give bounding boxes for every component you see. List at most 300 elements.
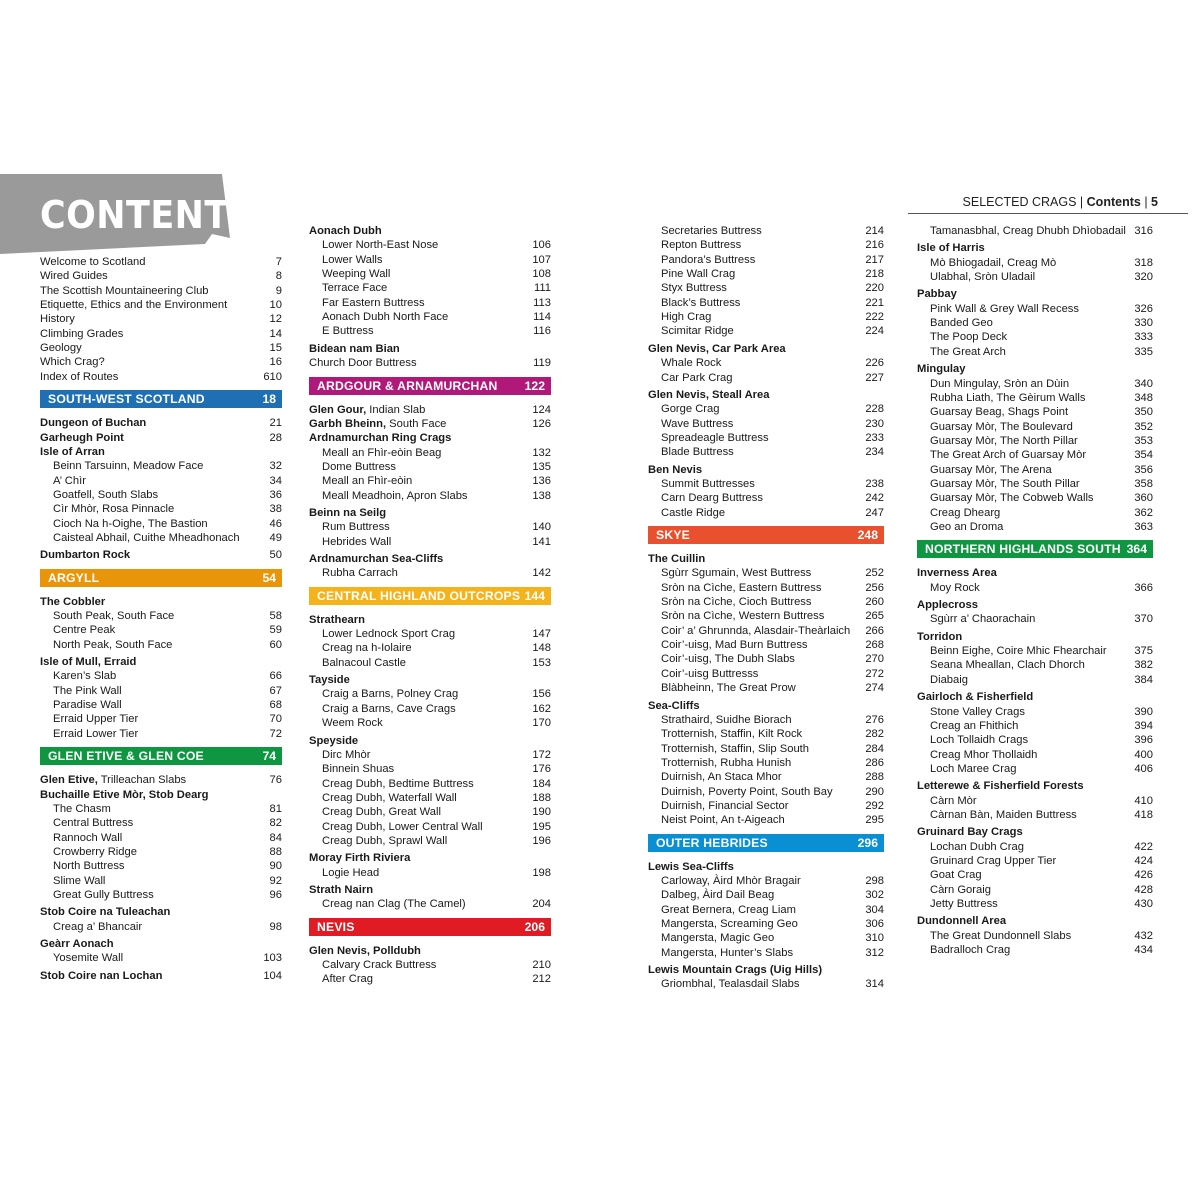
entry-title (661, 785, 833, 799)
section-title: ARDGOUR & ARNAMURCHAN (317, 378, 498, 393)
section-bar (40, 390, 282, 408)
entry-title (53, 669, 116, 683)
entry-title (930, 705, 1025, 719)
entry-title (930, 448, 1086, 462)
entry-page-number: 132 (532, 446, 551, 459)
toc-entry (661, 609, 884, 623)
entry-name: The Chasm (53, 802, 111, 815)
entry-name: Slime Wall (53, 874, 106, 887)
toc-entry (661, 581, 884, 595)
entry-name: Pandora’s Buttress (661, 253, 756, 266)
toc-entry (53, 888, 282, 902)
entry-page-number: 220 (865, 282, 884, 295)
entry-name: Inverness Area (917, 567, 997, 580)
toc-heading (917, 690, 1153, 704)
entry-name: Creag na h-Iolaire (322, 642, 412, 655)
page-title: CONTENTS (40, 193, 255, 237)
entry-name: The Poop Deck (930, 331, 1008, 344)
entry-page-number: 126 (532, 417, 551, 430)
entry-page-number: 226 (865, 357, 884, 370)
entry-name: The Cuillin (648, 553, 706, 565)
entry-title (917, 825, 1023, 839)
section-page-number: 18 (262, 392, 276, 407)
section-page-number: 54 (262, 570, 276, 585)
toc-entry (930, 377, 1153, 391)
toc-entry (53, 859, 282, 873)
toc-entry (53, 951, 282, 965)
entry-title (930, 506, 1000, 520)
entry-title (930, 330, 1007, 344)
section-bar (309, 918, 551, 936)
toc-heading (309, 417, 551, 431)
entry-title (648, 342, 786, 356)
toc-entry (40, 298, 282, 312)
entry-page-number: 292 (865, 799, 884, 812)
entry-name: Ulabhal, Sròn Uladail (930, 271, 1036, 284)
toc-entry (40, 370, 282, 384)
entry-name: Mangersta, Screaming Geo (661, 918, 798, 931)
entry-page-number: 356 (1134, 463, 1153, 476)
toc-entry (322, 296, 551, 310)
entry-title (53, 517, 208, 531)
entry-name: Guarsay Mòr, The Boulevard (930, 420, 1073, 433)
section-title: ARGYLL (48, 570, 100, 585)
toc-entry (930, 883, 1153, 897)
entry-name: Meall Meadhoin, Apron Slabs (322, 489, 468, 502)
entry-name: Dungeon of Buchan (40, 417, 147, 430)
toc-entry (661, 595, 884, 609)
entry-page-number: 302 (865, 889, 884, 902)
entry-page-number: 10 (269, 299, 282, 312)
entry-title (309, 552, 443, 566)
entry-title (40, 327, 123, 341)
entry-page-number: 36 (269, 488, 282, 501)
entry-page-number: 113 (533, 296, 551, 309)
entry-page-number: 234 (865, 446, 884, 459)
entry-page-number: 21 (269, 417, 282, 430)
entry-title (661, 813, 785, 827)
entry-title (930, 840, 1024, 854)
entry-name: Lewis Sea-Cliffs (648, 860, 734, 873)
entry-name: Gairloch & Fisherfield (917, 691, 1034, 704)
entry-title (661, 874, 801, 888)
toc-entry (53, 845, 282, 859)
entry-title (661, 445, 734, 459)
entry-name: Pink Wall & Grey Wall Recess (930, 302, 1079, 315)
header-rule (908, 213, 1188, 214)
entry-title (322, 446, 441, 460)
entry-name: Guarsay Mòr, The Arena (930, 463, 1052, 476)
entry-name: Moy Rock (930, 581, 980, 594)
entry-title (661, 681, 796, 695)
entry-page-number: 295 (865, 814, 884, 827)
entry-page-number: 49 (269, 531, 282, 544)
toc-entry (322, 656, 551, 670)
entry-page-number: 195 (532, 820, 551, 833)
entry-title (930, 868, 982, 882)
entry-page-number: 274 (865, 682, 884, 695)
entry-name: The Scottish Mountaineering Club (40, 284, 209, 297)
toc-entry (661, 477, 884, 491)
entry-name: The Pink Wall (53, 684, 122, 697)
entry-title (661, 324, 734, 338)
toc-entry (930, 719, 1153, 733)
toc-entry (661, 813, 884, 827)
entry-title (930, 719, 1018, 733)
entry-name: Church Door Buttress (309, 357, 417, 370)
entry-name: Loch Tollaidh Crags (930, 734, 1029, 747)
entry-page-number: 176 (532, 763, 551, 776)
entry-name: A’ Chìr (53, 474, 86, 487)
entry-title (322, 791, 457, 805)
toc-heading (309, 883, 551, 897)
toc-entry (930, 748, 1153, 762)
entry-title (322, 641, 412, 655)
entry-page-number: 424 (1134, 855, 1153, 867)
entry-title (53, 623, 115, 637)
entry-name: Strathaird, Suidhe Biorach (661, 713, 792, 726)
entry-title (322, 627, 455, 641)
entry-name: Mò Bhiogadail, Creag Mò (930, 256, 1057, 269)
entry-page-number: 68 (269, 699, 282, 712)
entry-page-number: 216 (865, 239, 884, 252)
toc-entry (930, 644, 1153, 658)
entry-title (322, 281, 387, 295)
toc-heading (309, 613, 551, 627)
entry-title (40, 255, 146, 269)
entry-title (661, 491, 763, 505)
entry-title (322, 566, 398, 580)
entry-name: Sròn na Cìche, Cioch Buttress (661, 596, 812, 609)
toc-entry (930, 345, 1153, 359)
toc-entry (661, 652, 884, 666)
entry-page-number: 430 (1134, 898, 1153, 911)
entry-name: Griombhal, Tealasdail Slabs (661, 978, 800, 991)
entry-name: Coir’ a’ Ghrunnda, Alasdair-Theàrlaich (661, 624, 851, 637)
entry-name: Hebrides Wall (322, 535, 392, 548)
entry-page-number: 70 (269, 713, 282, 726)
entry-name: Creag Dubh, Bedtime Buttress (322, 777, 474, 790)
toc-heading (309, 224, 551, 238)
entry-page-number: 304 (865, 903, 884, 916)
toc-entry (661, 667, 884, 681)
entry-page-number: 204 (532, 898, 551, 911)
entry-page-number: 7 (275, 256, 282, 268)
toc-entry (53, 669, 282, 683)
entry-page-number: 348 (1134, 391, 1153, 404)
entry-name: Dundonnell Area (917, 915, 1007, 928)
toc-entry (322, 748, 551, 762)
entry-page-number: 188 (532, 791, 551, 804)
section-page-number: 364 (1126, 542, 1147, 557)
entry-name: Gorge Crag (661, 403, 720, 416)
entry-name: Whale Rock (661, 357, 722, 370)
entry-title (917, 598, 978, 612)
entry-page-number: 286 (865, 756, 884, 769)
entry-name: Glen Nevis, Car Park Area (648, 342, 786, 355)
toc-entry (930, 733, 1153, 747)
entry-page-number: 242 (865, 492, 884, 505)
entry-name: Applecross (917, 599, 978, 612)
entry-name: Bidean nam Bian (309, 342, 400, 355)
toc-entry (930, 270, 1153, 284)
entry-title (930, 270, 1035, 284)
entry-page-number: 196 (532, 834, 551, 847)
entry-page-number: 298 (865, 875, 884, 887)
entry-name: Ardnamurchan Ring Crags (309, 432, 452, 445)
entry-name: Erraid Lower Tier (53, 727, 139, 740)
entry-page-number: 58 (269, 610, 282, 622)
entry-title (40, 969, 162, 983)
entry-page-number: 362 (1134, 506, 1153, 519)
entry-name: Sgùrr Sgumain, West Buttress (661, 567, 812, 580)
entry-name: Creag Dubh, Lower Central Wall (322, 820, 483, 833)
entry-title (40, 284, 209, 298)
entry-title (53, 874, 105, 888)
entry-page-number: 268 (865, 639, 884, 652)
entry-title (930, 612, 1035, 626)
entry-name: Black’s Buttress (661, 296, 741, 309)
toc-entry (53, 459, 282, 473)
entry-title (930, 391, 1085, 405)
toc-entry (322, 791, 551, 805)
entry-page-number: 218 (865, 268, 884, 281)
entry-name: Coir’-uisg, Mad Burn Buttress (661, 639, 808, 652)
running-head-sep: | (1144, 195, 1152, 209)
toc-entry (661, 224, 884, 238)
toc-heading (309, 342, 551, 356)
entry-page-number: 217 (865, 253, 884, 266)
entry-title (40, 341, 82, 355)
entry-name: Letterewe & Fisherfield Forests (917, 780, 1084, 793)
toc-entry (322, 535, 551, 549)
entry-page-number: 96 (269, 888, 282, 901)
entry-name: Dirc Mhòr (322, 748, 371, 761)
entry-page-number: 32 (269, 460, 282, 473)
entry-title (661, 595, 811, 609)
toc-heading (309, 431, 551, 445)
toc-entry (661, 903, 884, 917)
toc-entry (930, 420, 1153, 434)
toc-entry (322, 834, 551, 848)
entry-page-number: 92 (269, 874, 282, 887)
entry-name: Rum Buttress (322, 521, 390, 534)
entry-page-number: 350 (1134, 406, 1153, 419)
entry-page-number: 84 (269, 831, 282, 844)
entry-page-number: 432 (1134, 929, 1153, 942)
toc-entry (322, 972, 551, 986)
entry-title (930, 854, 1056, 868)
entry-page-number: 233 (865, 431, 884, 444)
entry-page-number: 172 (532, 748, 551, 761)
entry-name: Moray Firth Riviera (309, 852, 411, 865)
entry-title (661, 224, 762, 238)
entry-name: Buchaille Etive Mòr, Stob Dearg (40, 788, 209, 801)
entry-title (930, 434, 1078, 448)
entry-name: Cìr Mhòr, Rosa Pinnacle (53, 503, 175, 516)
toc-heading (917, 241, 1153, 255)
toc-entry (661, 727, 884, 741)
entry-name: Stob Coire nan Lochan (40, 969, 163, 982)
entry-title (322, 762, 394, 776)
toc-entry (661, 874, 884, 888)
entry-name: Garheugh Point (40, 431, 124, 444)
entry-page-number: 247 (865, 506, 884, 519)
entry-title (309, 506, 386, 520)
section-bar (40, 747, 282, 765)
entry-page-number: 38 (269, 503, 282, 516)
entry-name: Neist Point, An t-Aigeach (661, 814, 785, 827)
entry-title (53, 609, 174, 623)
entry-page-number: 370 (1134, 613, 1153, 626)
entry-title (930, 302, 1079, 316)
toc-entry (53, 531, 282, 545)
toc-heading (648, 342, 884, 356)
toc-entry (53, 609, 282, 623)
entry-name: Beinn Tarsuinn, Meadow Face (53, 460, 204, 473)
entry-name: Great Gully Buttress (53, 888, 154, 901)
toc-entry (661, 253, 884, 267)
entry-page-number: 14 (269, 327, 282, 340)
entry-name: Càrn Mòr (930, 794, 977, 807)
entry-name: Blade Buttress (661, 446, 734, 459)
entry-title (53, 859, 125, 873)
entry-title (309, 944, 421, 958)
entry-name: Duirnish, An Staca Mhor (661, 771, 782, 784)
entry-title (930, 463, 1052, 477)
toc-entry (930, 943, 1153, 957)
toc-heading (917, 566, 1153, 580)
entry-name: Dome Buttress (322, 460, 396, 473)
entry-page-number: 306 (865, 918, 884, 931)
running-head-section: SELECTED CRAGS (962, 195, 1077, 209)
entry-page-number: 88 (269, 845, 282, 858)
entry-page-number: 426 (1134, 869, 1153, 882)
section-title: GLEN ETIVE & GLEN COE (48, 749, 204, 764)
entry-name: Càrn Goraig (930, 883, 991, 896)
toc-entry (40, 312, 282, 326)
toc-entry (40, 355, 282, 369)
toc-entry (322, 820, 551, 834)
entry-page-number: 335 (1134, 345, 1153, 358)
entry-name: Secretaries Buttress (661, 225, 762, 237)
toc-entry (322, 460, 551, 474)
entry-title (930, 316, 993, 330)
entry-title (930, 748, 1037, 762)
toc-entry (930, 434, 1153, 448)
entry-title (53, 684, 122, 698)
entry-page-number: 238 (865, 477, 884, 490)
toc-entry (53, 623, 282, 637)
entry-name: Isle of Mull, Erraid (40, 656, 137, 669)
toc-entry (661, 888, 884, 902)
entry-name: Sròn na Cìche, Western Buttress (661, 610, 825, 623)
entry-name: Erraid Upper Tier (53, 713, 139, 726)
entry-name: Stob Coire na Tuleachan (40, 906, 171, 919)
entry-page-number: 135 (532, 460, 551, 473)
entry-name: The Great Arch of Guarsay Mòr (930, 449, 1087, 462)
toc-heading (917, 779, 1153, 793)
entry-name: Pabbay (917, 288, 957, 301)
toc-entry (661, 799, 884, 813)
entry-name: Lower Lednock Sport Crag (322, 628, 456, 641)
toc-entry (661, 238, 884, 252)
entry-title (661, 638, 808, 652)
toc-entry (322, 281, 551, 295)
entry-title (40, 269, 108, 283)
entry-title (661, 742, 809, 756)
toc-heading (309, 552, 551, 566)
toc-entry (53, 638, 282, 652)
entry-title (322, 820, 483, 834)
entry-page-number: 153 (532, 656, 551, 669)
entry-title (309, 851, 410, 865)
entry-page-number: 366 (1134, 581, 1153, 594)
running-head-sep: | (1079, 195, 1087, 209)
section-bar (648, 526, 884, 544)
toc-entry (661, 417, 884, 431)
entry-name: Glen Nevis, Steall Area (648, 388, 770, 401)
entry-name: Index of Routes (40, 370, 119, 383)
entry-name: Lower North-East Nose (322, 239, 439, 252)
entry-title (40, 312, 75, 326)
entry-title (930, 345, 1006, 359)
entry-page-number: 15 (269, 342, 282, 355)
entry-name: Creag Dubh, Waterfall Wall (322, 791, 457, 804)
entry-page-number: 310 (865, 932, 884, 945)
section-bar (648, 834, 884, 852)
entry-title (322, 324, 374, 338)
toc-heading (309, 944, 551, 958)
entry-name: The Cobbler (40, 595, 106, 608)
entry-title (930, 420, 1073, 434)
toc-entry (930, 520, 1153, 534)
toc-entry (661, 491, 884, 505)
toc-entry (661, 402, 884, 416)
entry-title (309, 613, 365, 627)
entry-name: Creag a’ Bhancair (53, 920, 143, 933)
entry-title (40, 355, 105, 369)
entry-title (661, 267, 735, 281)
entry-title (53, 951, 123, 965)
toc-entry (322, 627, 551, 641)
toc-entry (322, 520, 551, 534)
entry-title (53, 802, 111, 816)
toc-entry (53, 712, 282, 726)
entry-title (930, 733, 1028, 747)
entry-name: Creag Mhor Thollaidh (930, 748, 1038, 761)
toc-entry (322, 267, 551, 281)
entry-name: Ardnamurchan Sea-Cliffs (309, 553, 444, 565)
entry-title (917, 914, 1006, 928)
entry-title (661, 356, 721, 370)
entry-page-number: 610 (263, 370, 282, 383)
toc-entry (40, 341, 282, 355)
entry-page-number: 119 (533, 357, 551, 370)
entry-page-number: 111 (533, 282, 551, 295)
toc-entry (661, 324, 884, 338)
entry-name: Meall an Fhìr-eòin (322, 475, 413, 488)
toc-entry (930, 405, 1153, 419)
toc-entry (661, 946, 884, 960)
entry-page-number: 50 (269, 549, 282, 562)
running-head (963, 195, 1158, 209)
entry-name: Balnacoul Castle (322, 656, 406, 669)
entry-name: Glen Gour, (309, 403, 367, 416)
entry-page-number: 170 (532, 717, 551, 730)
entry-name: Beinn Eighe, Coire Mhic Fhearchair (930, 645, 1107, 658)
toc-entry (661, 977, 884, 991)
